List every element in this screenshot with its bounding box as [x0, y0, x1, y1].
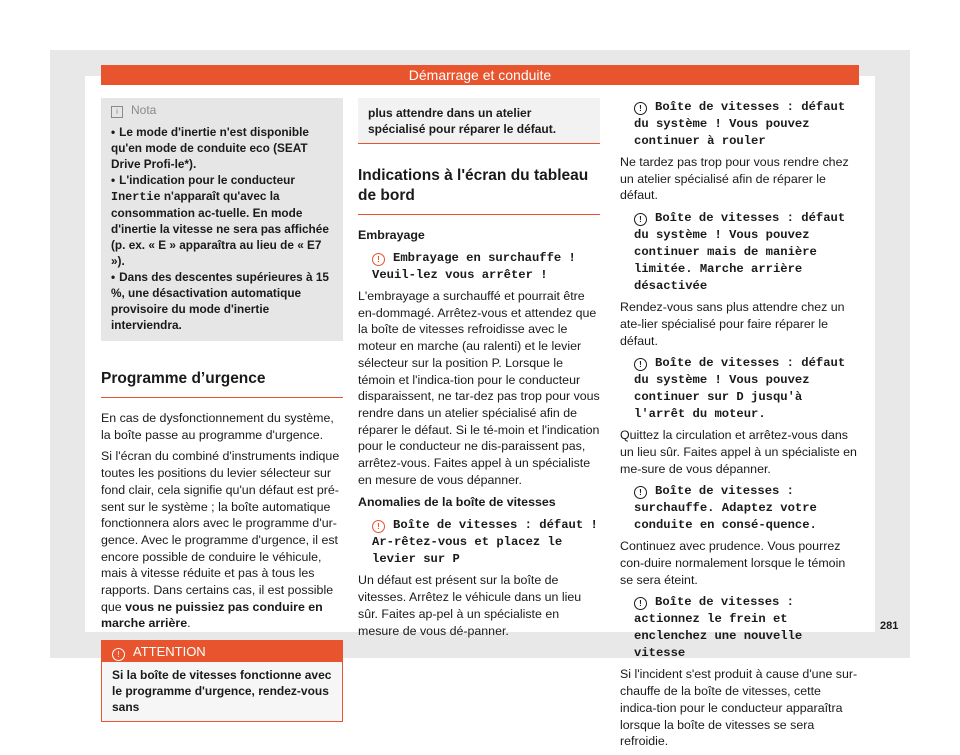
attention-box: [101, 640, 343, 722]
paragraph: Rendez-vous sans plus attendre chez un ate-lier spécialisé pour faire réparer le défaut.: [620, 300, 845, 348]
paragraph: [101, 448, 343, 632]
note-item: • L'indication pour le conducteur Inertie n'apparaît qu'avec la consommation ac-tuelle. En mode d'inertie la vitesse ne sera pas affichée (p. ex. « E » apparaîtra au lieu de « E7 »).: [111, 173, 329, 268]
caution-text: Boîte de vitesses : défaut du système ! Vous pouvez continuer sur D jusqu'à l'arrêt du moteur.: [634, 356, 846, 422]
info-square-icon: i: [111, 106, 123, 118]
caution-message: [620, 98, 858, 149]
attention-continued: plus attendre dans un atelier spécialisé pour réparer le défaut.: [358, 98, 600, 144]
caution-text: Boîte de vitesses : surchauffe. Adaptez votre conduite en consé-quence.: [634, 484, 817, 533]
warning-message: [358, 249, 600, 283]
caution-circle-icon: !: [634, 213, 647, 226]
paragraph: Ne tardez pas trop pour vous rendre chez un atelier spécialisé afin de réparer le défaut.: [620, 155, 849, 203]
paragraph-text: Si l'écran du combiné d'instruments indique toutes les positions du levier sélecteur sur fond clair, cela signifie qu'un défaut est pré-sent sur le système ; la boîte automatique fonctionnera alors avec le programme d'ur-gence. Avec le programme d'urgence, il est encore possible de conduire le véhicule, mais à vitesse réduite et pas à tous les rapports. Dans certains cas, il est possible que: [101, 449, 340, 614]
note-item-text: Le mode d'inertie n'est disponible qu'en mode de conduite eco (SEAT Drive Profi-le*).: [111, 125, 309, 171]
warning-text: Embrayage en surchauffe ! Veuil-lez vous arrêter !: [372, 251, 576, 282]
caution-circle-icon: !: [634, 486, 647, 499]
caution-circle-icon: !: [634, 597, 647, 610]
caution-circle-icon: !: [634, 102, 647, 115]
warning-circle-icon: !: [372, 520, 385, 533]
paragraph: Un défaut est présent sur la boîte de vitesses. Arrêtez le véhicule dans un lieu sûr. Faites ap-pel à un spécialiste en mesure de vous dé-panner.: [358, 573, 582, 638]
warning-message: [358, 516, 600, 567]
section-divider: [101, 397, 343, 398]
paragraph: L'embrayage a surchauffé et pourrait être en-dommagé. Arrêtez-vous et attendez que la boîte de vitesses refroidisse avec le moteur en marche (au ralenti) et le levier sélecteur sur la position P. Lorsque le témoin et l'indica-tion pour le conducteur disparaissent, ne tar-dez pas trop pour vous rendre dans un atelier spécialisé afin de réparer le défaut. Si le té-moin et l'indication pour le conducteur ne dis-paraissent pas, arrêtez-vous. Faites appel à un spécialiste en mesure de vous dépanner.: [358, 289, 600, 487]
section-title-emergency: Programme d’urgence: [101, 370, 266, 387]
note-item: • Dans des descentes supérieures à 15 %, une désactivation automatique provisoire du mode d'inertie interviendra.: [111, 270, 329, 332]
paragraph: Quittez la circulation et arrêtez-vous dans un lieu sûr. Faites appel à un spécialiste en me-sure de vous dépanner.: [620, 428, 857, 476]
caution-message: [620, 354, 858, 422]
note-item-text: L'indication pour le conducteur: [119, 173, 295, 187]
section-title-dashboard: Indications à l'écran du tableau de bord: [358, 167, 589, 204]
note-item: • Le mode d'inertie n'est disponible qu'en mode de conduite eco (SEAT Drive Profi-le*).: [111, 125, 309, 171]
note-box: [101, 98, 343, 341]
column-middle: [358, 98, 600, 644]
paragraph: Continuez avec prudence. Vous pourrez con-duire normalement lorsque le témoin se sera éteint.: [620, 539, 846, 587]
caution-circle-icon: !: [634, 358, 647, 371]
note-item-mono: Inertie: [111, 190, 161, 204]
note-heading-text: Nota: [131, 103, 157, 117]
paragraph: En cas de dysfonctionnement du système, la boîte passe au programme d'urgence.: [101, 411, 334, 442]
note-item-text: n'apparaît qu'avec la consommation ac-tuelle. En mode d'inertie la vitesse ne sera pas affichée (p. ex. « E » apparaîtra au lieu de « E7 »).: [111, 189, 329, 268]
caution-message: [620, 209, 858, 294]
section-divider: [358, 214, 600, 215]
page-number: 281: [880, 620, 899, 632]
caution-text: Boîte de vitesses : défaut du système ! Vous pouvez continuer mais de manière limitée. Marche arrière désactivée: [634, 211, 846, 294]
caution-text: Boîte de vitesses : défaut du système ! Vous pouvez continuer à rouler: [634, 100, 846, 148]
paragraph: Si l'incident s'est produit à cause d'une sur-chauffe de la boîte de vitesses, cette indica-tion pour le conducteur apparaîtra lorsque la boîte de vitesses se sera refroidie.: [620, 667, 858, 749]
warning-text: Boîte de vitesses : défaut ! Ar-rêtez-vous et placez le levier sur P: [372, 518, 598, 567]
subheading-gearbox: Anomalies de la boîte de vitesses: [358, 495, 556, 510]
note-item-text: Dans des descentes supérieures à 15 %, une désactivation automatique provisoire du mode d'inertie interviendra.: [111, 270, 329, 332]
caution-text: Boîte de vitesses : actionnez le frein et enclenchez une nouvelle vitesse: [634, 595, 803, 661]
caution-message: [620, 482, 858, 533]
subheading-clutch: Embrayage: [358, 228, 425, 242]
paragraph-end: .: [187, 616, 191, 631]
column-right: [620, 98, 858, 755]
caution-circle-icon: !: [112, 648, 125, 661]
attention-heading: [102, 641, 342, 662]
attention-body: Si la boîte de vitesses fonctionne avec le programme d'urgence, rendez-vous sans: [112, 668, 332, 715]
caution-message: [620, 593, 858, 661]
warning-circle-icon: !: [372, 253, 385, 266]
attention-label: ATTENTION: [133, 644, 206, 660]
note-heading: [111, 102, 333, 118]
column-left: [101, 98, 343, 722]
paragraph-bold: vous ne puissiez pas conduire en marche arrière: [101, 599, 323, 631]
page-header: Démarrage et conduite: [101, 65, 859, 85]
